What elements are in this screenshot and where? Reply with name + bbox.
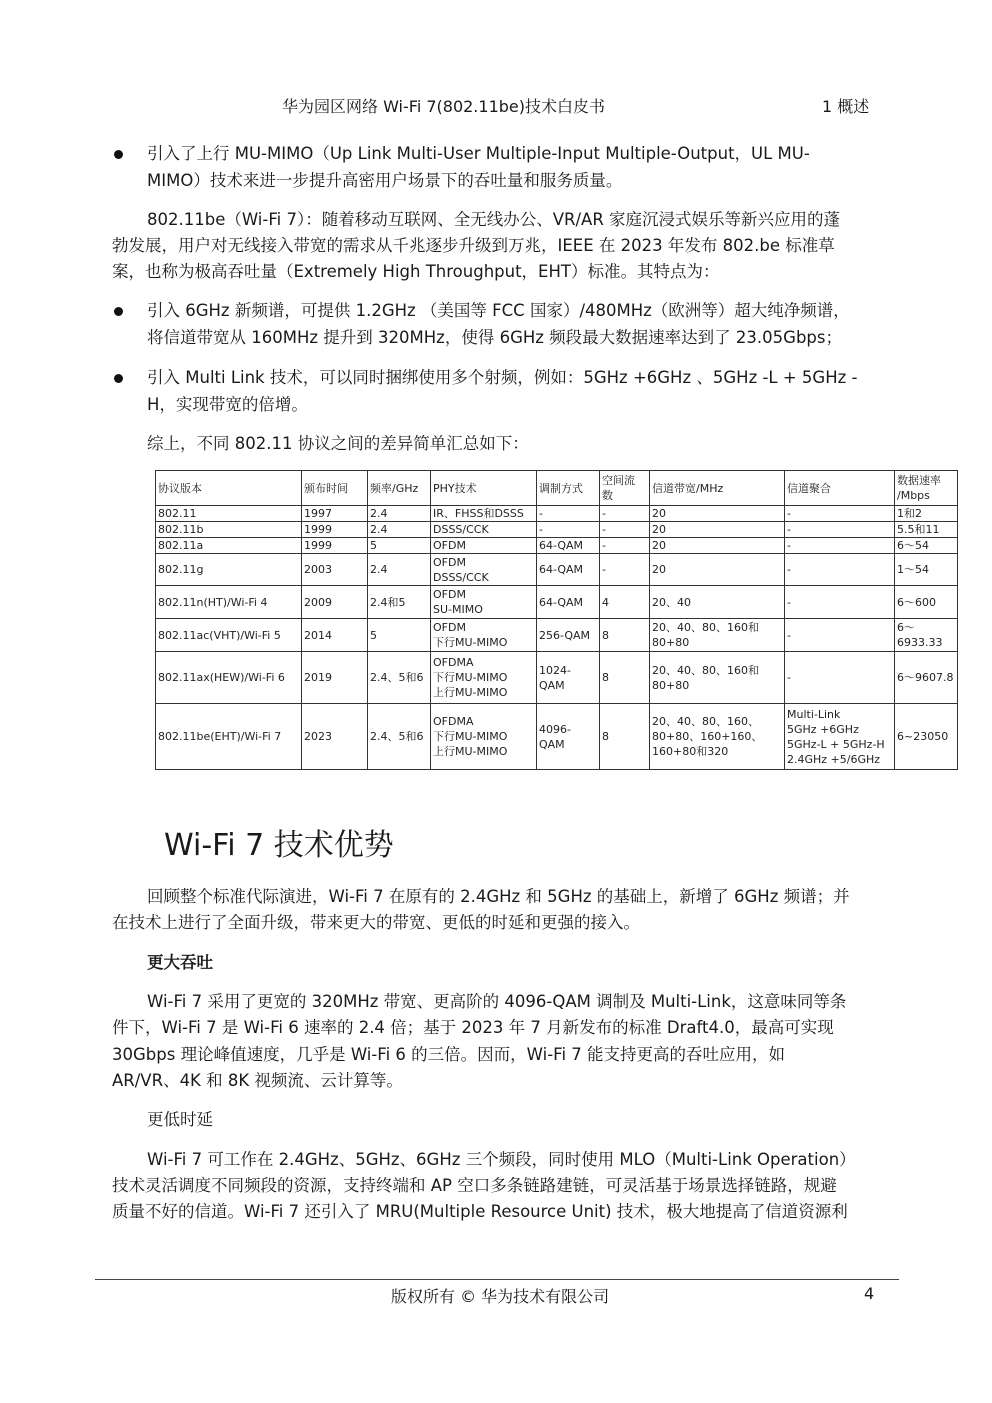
subsection-title: 更大吞吐 — [147, 953, 213, 972]
paragraph-line: 件下，Wi-Fi 7 是 Wi-Fi 6 速率的 2.4 倍；基于 2023 年 7 月新发布的标准 Draft4.0，最高可实现 — [112, 1018, 834, 1037]
table-cell: 2.4、5和6 — [368, 704, 431, 770]
table-cell: 1999 — [302, 538, 368, 554]
table-row — [156, 522, 958, 538]
table-cell: 20、40、80、160和 80+80 — [650, 619, 785, 652]
table-cell: 20 — [650, 554, 785, 586]
footer-copyright: 版权所有 © 华为技术有限公司 — [391, 1287, 610, 1306]
table-cell: 802.11g — [156, 554, 302, 586]
bullet-line: 引入 6GHz 新频谱，可提供 1.2GHz （美国等 FCC 国家）/480MHz（欧洲等）超大纯净频谱， — [147, 301, 850, 320]
paragraph-line: 案，也称为极高吞吐量（Extremely High Throughput，EHT）标准。其特点为： — [112, 262, 720, 281]
table-header-cell: 空间流 数 — [600, 471, 650, 506]
section-heading: Wi-Fi 7 技术优势 — [164, 828, 394, 863]
table-row — [156, 586, 958, 619]
table-cell: OFDM — [431, 538, 537, 554]
table-cell: 4096-QAM — [537, 704, 600, 770]
table-row — [156, 704, 958, 770]
footer-divider — [95, 1279, 899, 1280]
table-cell: Multi-Link 5GHz +6GHz 5GHz-L + 5GHz-H 2.4GHz +5/6GHz — [785, 704, 895, 770]
table-cell: - — [600, 538, 650, 554]
table-cell: 802.11b — [156, 522, 302, 538]
table-cell: 6~23050 — [895, 704, 958, 770]
bullet-line: H，实现带宽的倍增。 — [147, 395, 308, 414]
table-cell: OFDMA 下行MU-MIMO 上行MU-MIMO — [431, 652, 537, 704]
table-cell: 1024-QAM — [537, 652, 600, 704]
intro-bullet-line: 引入了上行 MU-MIMO（Up Link Multi-User Multiple-Input Multiple-Output，UL MU- — [147, 144, 810, 163]
table-row — [156, 619, 958, 652]
table-cell: 20 — [650, 506, 785, 522]
table-header-cell: 信道聚合 — [785, 471, 895, 506]
table-cell: - — [600, 522, 650, 538]
table-cell: 5.5和11 — [895, 522, 958, 538]
table-cell: 802.11a — [156, 538, 302, 554]
table-cell: 2019 — [302, 652, 368, 704]
table-header-cell: 协议版本 — [156, 471, 302, 506]
table-cell: IR、FHSS和DSSS — [431, 506, 537, 522]
table-header-cell: 数据速率 /Mbps — [895, 471, 958, 506]
table-cell: - — [785, 619, 895, 652]
table-cell: - — [785, 554, 895, 586]
table-cell: 64-QAM — [537, 538, 600, 554]
table-cell: - — [785, 522, 895, 538]
table-cell: - — [537, 522, 600, 538]
table-cell: 4 — [600, 586, 650, 619]
table-cell: 1997 — [302, 506, 368, 522]
table-cell: 2.4 — [368, 506, 431, 522]
paragraph-line: 802.11be（Wi-Fi 7）：随着移动互联网、全无线办公、VR/AR 家庭沉浸式娱乐等新兴应用的蓬 — [147, 210, 841, 229]
table-cell: 1999 — [302, 522, 368, 538]
bullet-icon — [114, 374, 123, 383]
table-cell: 6～54 — [895, 538, 958, 554]
paragraph-line: AR/VR、4K 和 8K 视频流、云计算等。 — [112, 1071, 403, 1090]
bullet-line: 引入 Multi Link 技术，可以同时捆绑使用多个射频，例如：5GHz +6GHz 、5GHz -L + 5GHz - — [147, 368, 858, 387]
table-cell: 2.4 — [368, 522, 431, 538]
table-header-cell: 颁布时间 — [302, 471, 368, 506]
paragraph-line: 技术灵活调度不同频段的资源，支持终端和 AP 空口多条链路建链，可灵活基于场景选择链路，规避 — [112, 1176, 837, 1195]
bullet-line: 将信道带宽从 160MHz 提升到 320MHz，使得 6GHz 频段最大数据速率达到了 23.05Gbps； — [147, 328, 842, 347]
table-cell: 2.4和5 — [368, 586, 431, 619]
header-title: 华为园区网络 Wi-Fi 7(802.11be)技术白皮书 — [282, 97, 605, 116]
table-header-cell: 调制方式 — [537, 471, 600, 506]
table-cell: 20、40 — [650, 586, 785, 619]
paragraph-line: Wi-Fi 7 可工作在 2.4GHz、5GHz、6GHz 三个频段，同时使用 MLO（Multi-Link Operation） — [147, 1150, 856, 1169]
table-cell: 20 — [650, 538, 785, 554]
table-cell: 2023 — [302, 704, 368, 770]
table-row — [156, 506, 958, 522]
intro-bullet-line: MIMO）技术来进一步提升高密用户场景下的吞吐量和服务质量。 — [147, 171, 623, 190]
table-cell: 1和2 — [895, 506, 958, 522]
table-cell: 5 — [368, 619, 431, 652]
header-chapter: 1 概述 — [822, 97, 870, 116]
table-cell: - — [785, 506, 895, 522]
table-cell: DSSS/CCK — [431, 522, 537, 538]
table-cell: - — [785, 652, 895, 704]
table-cell: 20、40、80、160、 80+80、160+160、 160+80和320 — [650, 704, 785, 770]
table-cell: 1～54 — [895, 554, 958, 586]
page-number: 4 — [864, 1284, 875, 1303]
table-cell: 2014 — [302, 619, 368, 652]
table-cell: 2003 — [302, 554, 368, 586]
table-cell: 802.11ac(VHT)/Wi-Fi 5 — [156, 619, 302, 652]
table-cell: OFDM DSSS/CCK — [431, 554, 537, 586]
table-cell: - — [600, 554, 650, 586]
table-cell: 802.11ax(HEW)/Wi-Fi 6 — [156, 652, 302, 704]
table-cell: 20、40、80、160和 80+80 — [650, 652, 785, 704]
table-cell: 6～600 — [895, 586, 958, 619]
paragraph-line: 勃发展，用户对无线接入带宽的需求从千兆逐步升级到万兆，IEEE 在 2023 年发布 802.be 标准草 — [112, 236, 835, 255]
table-cell: 256-QAM — [537, 619, 600, 652]
bullet-icon — [114, 150, 123, 159]
table-cell: 802.11 — [156, 506, 302, 522]
paragraph-line: 质量不好的信道。Wi-Fi 7 还引入了 MRU(Multiple Resource Unit) 技术，极大地提高了信道资源利 — [112, 1202, 848, 1221]
table-row — [156, 652, 958, 704]
table-cell: OFDMA 下行MU-MIMO 上行MU-MIMO — [431, 704, 537, 770]
table-cell: 2009 — [302, 586, 368, 619]
table-cell: 64-QAM — [537, 554, 600, 586]
table-cell: - — [785, 586, 895, 619]
table-cell: 8 — [600, 704, 650, 770]
table-row — [156, 538, 958, 554]
table-cell: OFDM 下行MU-MIMO — [431, 619, 537, 652]
table-cell: 8 — [600, 652, 650, 704]
table-header-cell: 频率/GHz — [368, 471, 431, 506]
table-cell: - — [785, 538, 895, 554]
protocol-comparison-table — [155, 470, 958, 770]
paragraph-line: 30Gbps 理论峰值速度，几乎是 Wi-Fi 6 的三倍。因而，Wi-Fi 7 能支持更高的吞吐应用，如 — [112, 1045, 786, 1064]
paragraph-line: 在技术上进行了全面升级，带来更大的带宽、更低的时延和更强的接入。 — [112, 913, 640, 932]
table-cell: 802.11n(HT)/Wi-Fi 4 — [156, 586, 302, 619]
table-cell: 20 — [650, 522, 785, 538]
paragraph-line: 回顾整个标准代际演进，Wi-Fi 7 在原有的 2.4GHz 和 5GHz 的基础上，新增了 6GHz 频谱；并 — [147, 887, 850, 906]
table-row — [156, 554, 958, 586]
table-header-cell: 信道带宽/MHz — [650, 471, 785, 506]
summary-line: 综上，不同 802.11 协议之间的差异简单汇总如下： — [147, 434, 529, 453]
table-cell: - — [537, 506, 600, 522]
table-header-cell: PHY技术 — [431, 471, 537, 506]
table-cell: 5 — [368, 538, 431, 554]
table-cell: 2.4、5和6 — [368, 652, 431, 704]
table-cell: - — [600, 506, 650, 522]
paragraph-line: Wi-Fi 7 采用了更宽的 320MHz 带宽、更高阶的 4096-QAM 调制及 Multi-Link，这意味同等条 — [147, 992, 847, 1011]
table-cell: 6～ 6933.33 — [895, 619, 958, 652]
table-cell: 2.4 — [368, 554, 431, 586]
table-cell: 802.11be(EHT)/Wi-Fi 7 — [156, 704, 302, 770]
table-cell: OFDM SU-MIMO — [431, 586, 537, 619]
bullet-icon — [114, 307, 123, 316]
subsection-title: 更低时延 — [147, 1110, 213, 1129]
table-cell: 6～9607.8 — [895, 652, 958, 704]
table-header-row — [156, 471, 958, 506]
table-cell: 8 — [600, 619, 650, 652]
table-cell: 64-QAM — [537, 586, 600, 619]
